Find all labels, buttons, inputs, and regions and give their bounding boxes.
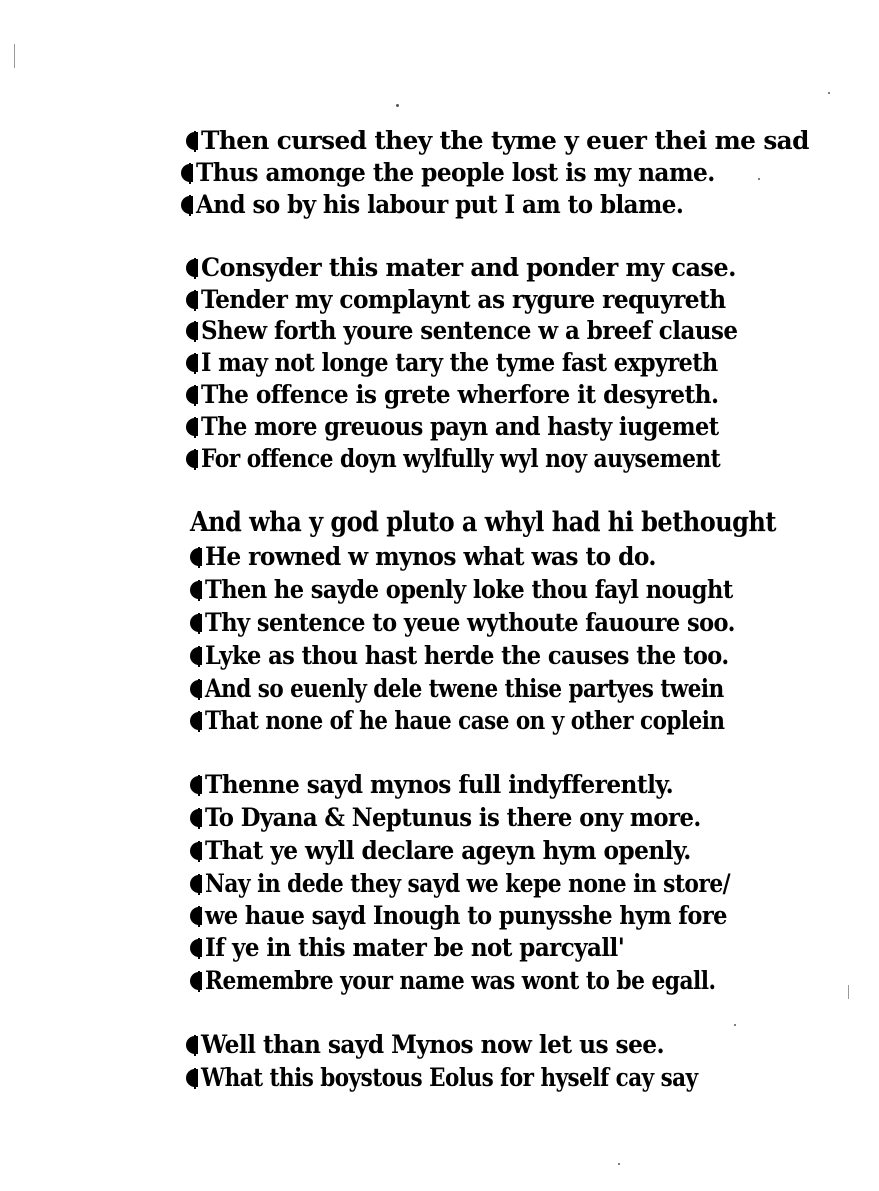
pilcrow-icon bbox=[186, 320, 198, 342]
pilcrow-icon bbox=[186, 257, 198, 279]
verse-line: Lyke as thou hast herde the causes the too. bbox=[190, 641, 787, 671]
scan-speck bbox=[828, 92, 830, 94]
verse-line: we haue sayd Inough to punysshe hym fore bbox=[190, 901, 785, 931]
pilcrow-icon bbox=[190, 807, 202, 829]
verse-line: The offence is grete wherfore it desyreth. bbox=[186, 380, 758, 410]
verse-line: Remembre your name was wont to be egall. bbox=[190, 966, 792, 996]
verse-line: Thy sentence to yeue wythoute fauoure soo. bbox=[190, 608, 794, 638]
pilcrow-icon bbox=[190, 612, 202, 634]
verse-line: That ye wyll declare ageyn hym openly. bbox=[190, 836, 727, 866]
verse-line: I may not longe tary the tyme fast expyreth bbox=[186, 348, 782, 378]
scan-edge-mark bbox=[848, 985, 849, 999]
scan-speck bbox=[396, 104, 399, 107]
scan-edge-mark bbox=[14, 44, 15, 68]
pilcrow-icon bbox=[190, 678, 202, 700]
pilcrow-icon bbox=[186, 130, 198, 152]
pilcrow-icon bbox=[190, 937, 202, 959]
verse-line: And so by his labour put I am to blame. bbox=[181, 190, 726, 220]
verse-line: Thus amonge the people lost is my name. bbox=[181, 158, 754, 188]
pilcrow-icon bbox=[190, 645, 202, 667]
verse-line: Thenne sayd mynos full indyfferently. bbox=[190, 770, 708, 800]
verse-line: Nay in dede they sayd we kepe none in store/ bbox=[190, 869, 809, 899]
verse-line: Then he sayde openly loke thou fayl nought bbox=[190, 575, 791, 605]
verse-line: Then cursed they the tyme y euer thei me sad bbox=[186, 126, 815, 156]
pilcrow-icon bbox=[181, 194, 193, 216]
verse-line: And wha y god pluto a whyl had hi bethought bbox=[190, 507, 776, 538]
pilcrow-icon bbox=[186, 1034, 198, 1056]
pilcrow-icon bbox=[186, 1067, 198, 1089]
scan-speck bbox=[734, 1024, 736, 1026]
pilcrow-icon bbox=[190, 970, 202, 992]
pilcrow-icon bbox=[190, 774, 202, 796]
scan-speck bbox=[618, 1163, 620, 1165]
verse-line: Shew forth youre sentence w a breef clause bbox=[186, 316, 784, 346]
verse-line: To Dyana & Neptunus is there ony more. bbox=[190, 803, 750, 833]
pilcrow-icon bbox=[186, 448, 198, 470]
pilcrow-icon bbox=[190, 546, 202, 568]
scan-speck bbox=[758, 178, 760, 180]
verse-line: The more greuous payn and hasty iugemet bbox=[186, 412, 776, 442]
pilcrow-icon bbox=[190, 579, 202, 601]
pilcrow-icon bbox=[190, 840, 202, 862]
verse-line: Well than sayd Mynos now let us see. bbox=[186, 1030, 699, 1060]
verse-line: And so euenly dele twene thise partyes twein bbox=[190, 674, 808, 704]
pilcrow-icon bbox=[186, 416, 198, 438]
pilcrow-icon bbox=[186, 352, 198, 374]
verse-line: That none of he haue case on y other coplein bbox=[190, 706, 809, 736]
verse-line: Tender my complaynt as rygure requyreth bbox=[186, 285, 765, 315]
pilcrow-icon bbox=[186, 384, 198, 406]
verse-line: He rowned w mynos what was to do. bbox=[190, 542, 690, 572]
verse-line: For offence doyn wylfully wyl noy auysement bbox=[186, 444, 798, 474]
pilcrow-icon bbox=[190, 873, 202, 895]
verse-line: If ye in this mater be not parcyall' bbox=[190, 933, 661, 963]
verse-line: What this boystous Eolus for hyself cay say bbox=[186, 1063, 778, 1093]
pilcrow-icon bbox=[190, 905, 202, 927]
verse-line: Consyder this mater and ponder my case. bbox=[186, 253, 758, 283]
pilcrow-icon bbox=[190, 710, 202, 732]
pilcrow-icon bbox=[186, 289, 198, 311]
pilcrow-icon bbox=[181, 162, 193, 184]
